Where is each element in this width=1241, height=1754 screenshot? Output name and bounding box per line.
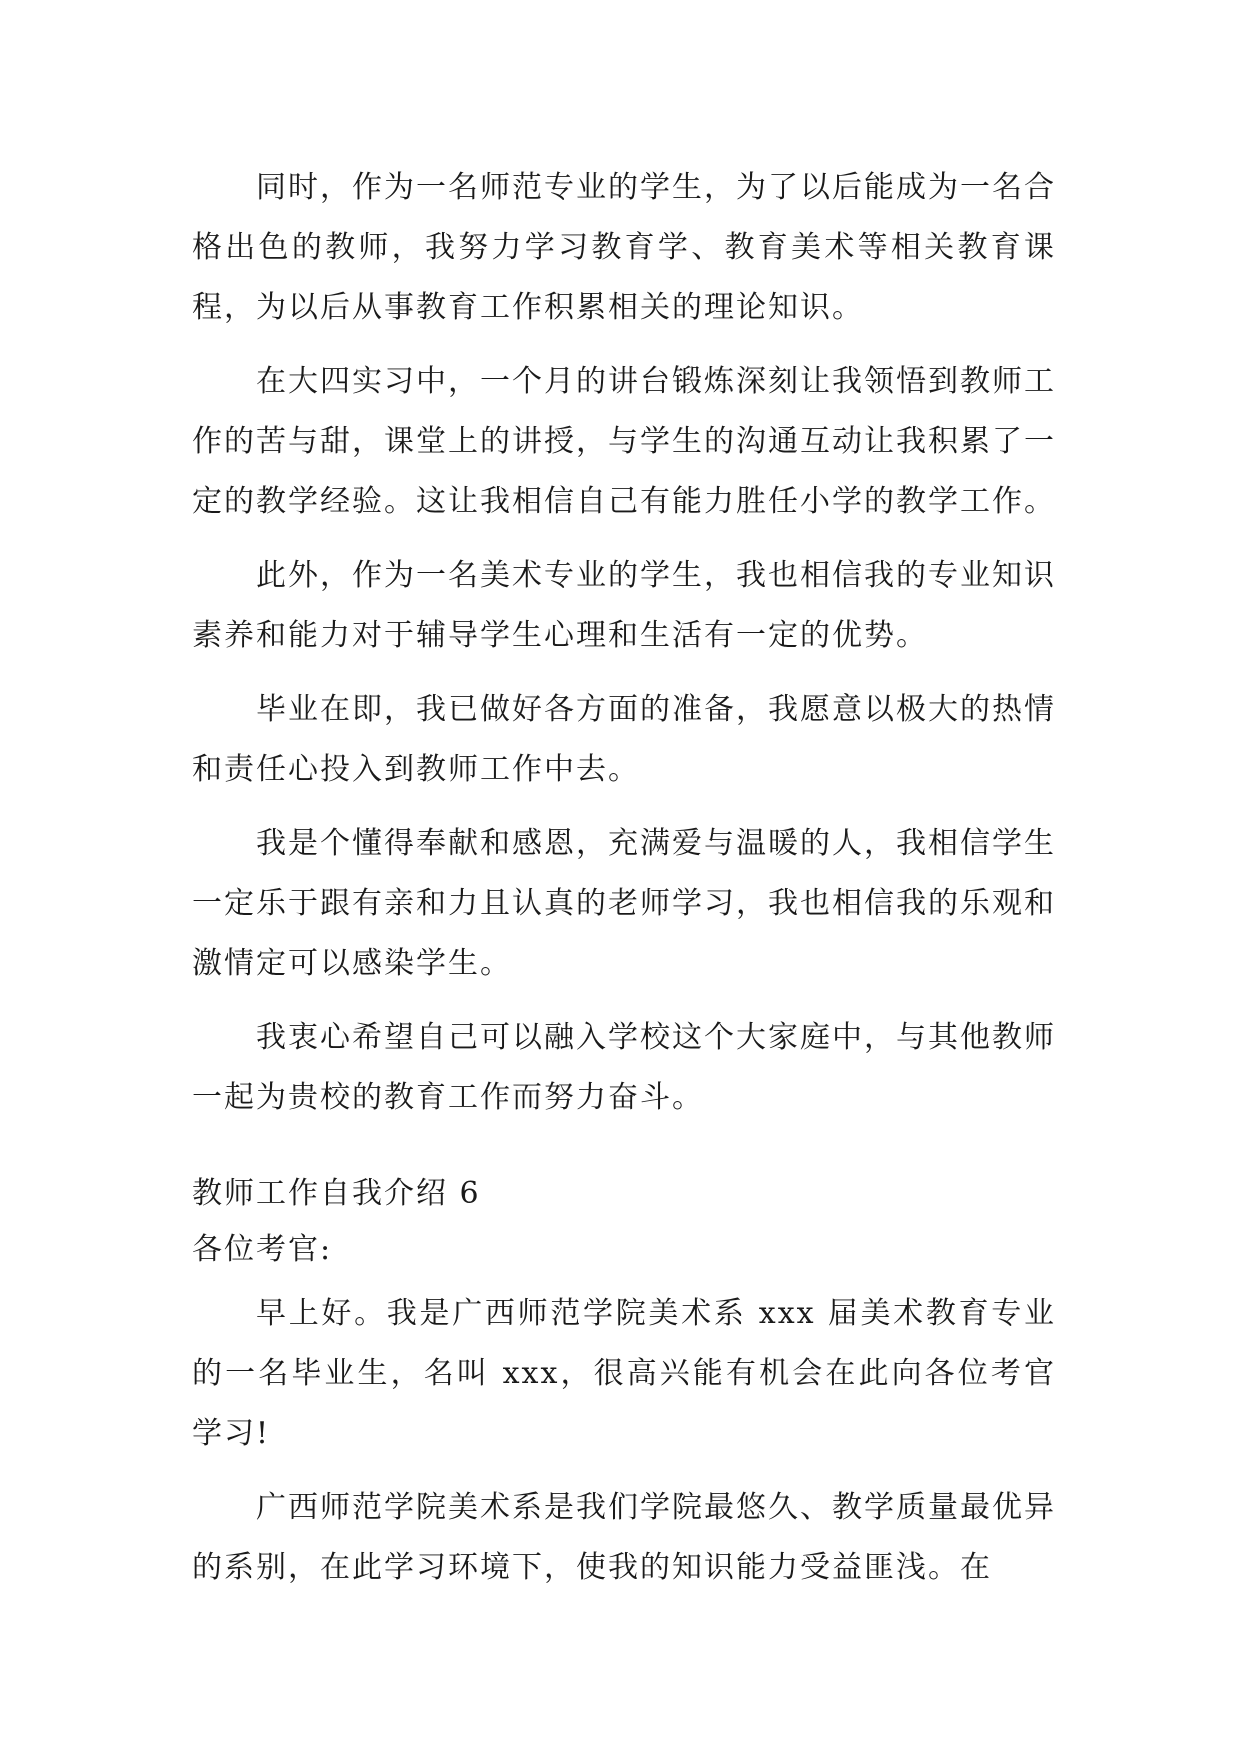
paragraph-3: 此外，作为一名美术专业的学生，我也相信我的专业知识素养和能力对于辅导学生心理和生活有一定的优势。 [192, 558, 1056, 653]
paragraph-7: 早上好。我是广西师范学院美术系 xxx 届美术教育专业的一名毕业生，名叫 xxx，很高兴能有机会在此向各位考官学习! [192, 1296, 1056, 1451]
paragraph-2: 在大四实习中，一个月的讲台锻炼深刻让我领悟到教师工作的苦与甜，课堂上的讲授，与学生的沟通互动让我积累了一定的教学经验。这让我相信自己有能力胜任小学的教学工作。 [192, 364, 1056, 519]
document-body [192, 158, 1056, 1612]
salutation: 各位考官: [192, 1232, 333, 1267]
paragraph-8: 广西师范学院美术系是我们学院最悠久、教学质量最优异的系别，在此学习环境下，使我的知识能力受益匪浅。在 [192, 1490, 1056, 1585]
section-title: 教师工作自我介绍 6 [192, 1176, 481, 1211]
paragraph-6: 我衷心希望自己可以融入学校这个大家庭中，与其他教师一起为贵校的教育工作而努力奋斗。 [192, 1020, 1056, 1115]
paragraph-5: 我是个懂得奉献和感恩，充满爱与温暖的人，我相信学生一定乐于跟有亲和力且认真的老师学习，我也相信我的乐观和激情定可以感染学生。 [192, 826, 1056, 981]
paragraph-1: 同时，作为一名师范专业的学生，为了以后能成为一名合格出色的教师，我努力学习教育学、教育美术等相关教育课程，为以后从事教育工作积累相关的理论知识。 [192, 170, 1056, 325]
paragraph-4: 毕业在即，我已做好各方面的准备，我愿意以极大的热情和责任心投入到教师工作中去。 [192, 692, 1056, 787]
